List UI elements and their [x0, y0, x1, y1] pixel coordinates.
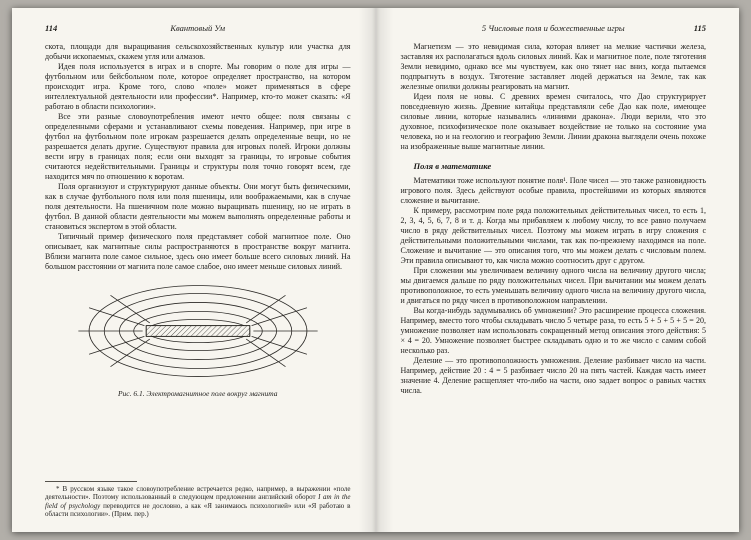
paragraph: скота, площади для выращивания сельскохозяйственных культур или участка для добычи ископаемых, скажем угля или алмазов. — [45, 42, 351, 61]
paragraph: Магнетизм — это невидимая сила, которая влияет на мелкие частички железа, заставляя их располагаться вдоль силовых линий. Как и магнитное поле, поле тяготения Земли невидимо, однако все мы чувствуем, как оно тянет нас вниз, когда пытаемся подпрыгнуть в воздух. Тяготение заставляет людей держаться на Земле, так как железные опилки должны реагировать на магнит. — [400, 42, 706, 91]
paragraph: К примеру, рассмотрим поле ряда положительных действительных чисел, то есть 1, 2, 3, 4, 5, 6, 7, 8 и т. д. Когда мы прибавляем к любому числу, то все равно получаем число в ряду действительных чисел. Поэтому мы можем играть в игру сложения с действительными положительными числами, так как по-прежнему находимся на поле. Сложение и вычитание — это описания того, что мы можем делать с числовым полем. Эти правила описывают то, как числа можно соотносить друг с другом. — [400, 206, 706, 265]
page-number-left: 114 — [45, 23, 58, 33]
running-title-left: Квантовый Ум — [170, 23, 226, 33]
paragraph: Типичный пример физического поля представляет собой магнитное поле. Оно описывает, как магнитные силы распространяются в пространстве вокруг магнита. Вблизи магнита поле самое сильное, здесь оно имеет больше всего силовых линий. На большом расстоянии от магнита поле самое слабое, оно имеет меньше силовых линий. — [45, 232, 351, 271]
paragraph: Идеи поля не новы. С древних времен считалось, что Дао структурирует повседневную жизнь. Древние китайцы представляли себе Дао как поле, имеющее силовые линии, которые назывались «линиями дракона». Люди верили, что это духовное, психофизическое поле оказывает воздействие не только на состояние ума человека, но и на геологию и географию Земли. Линии дракона выглядели очень похоже на изображенные выше магнитные линии. — [400, 92, 706, 151]
book-spread — [12, 8, 739, 532]
footnote-rule — [45, 481, 137, 482]
paragraph: Все эти разные словоупотребления имеют нечто общее: поля связаны с определенными сферами и устанавливают схемы поведения. Например, при игре в футбол на футбольном поле игрокам разрешается делать определенные вещи, но не разрешается делать другие. Существуют правила для игровых полей. Игроки должны вести игру в границах поля; если они выходят за границы, то игровые события считаются недействительными. Границы и структуры поля точно говорят всем, где находится мяч по отношению к воротам. — [45, 112, 351, 181]
running-title-right: 5 Числовые поля и божественные игры — [481, 23, 625, 33]
footnote — [45, 475, 351, 519]
paragraph: Математики тоже используют понятие поля¹. Поле чисел — это также разновидность игрового поля. Здесь действуют особые правила, простейшими из которых являются сложение и вычитание. — [400, 176, 706, 205]
footnote-text-pre: * В русском языке такое словоупотребление встречается редко, например, в выражении «поле деятельности». Поэтому использованный в следующем предложении английский оборот — [45, 484, 351, 502]
magnet-field-diagram — [64, 281, 332, 381]
footnote-text-post: переводится не дословно, а как «Я занимаюсь психологией» или «Я работаю в области психологии». (Прим. пер.) — [45, 501, 351, 519]
section-heading: Поля в математике — [413, 161, 492, 171]
paragraph: Идея поля используется в играх и в спорте. Мы говорим о поле для игры — футбольном или бейсбольном поле, которое определяет пространство, на котором происходит игра. Кроме того, слово «поле» может применяться в сфере интеллектуальной деятельности или профессии*. Например, кто-то может сказать: «Я работаю в области психологии». — [45, 62, 351, 111]
body-text-right — [401, 42, 707, 396]
paragraph: Поля организуют и структурируют данные объекты. Они могут быть физическими, как в случае футбольного поля или поля пшеницы, или воображаемыми, как в случае поля деятельности. На пшеничном поле можно выращивать пшеницу, но не играть в футбол. В данной области деятельности мы можем выполнять определенные работы и становиться экспертом в этой области. — [45, 182, 351, 231]
page-number-right: 115 — [693, 23, 706, 33]
page-header-right — [401, 23, 707, 33]
page-header-left — [45, 23, 351, 33]
footnote-latin-phrase: I am in the field of psychology — [45, 493, 351, 510]
footnote-text — [45, 485, 351, 519]
paragraph: Деление — это противоположность умножения. Деление разбивает число на части. Например, действие 20 : 4 = 5 разбивает число 20 на пять частей. Каждая часть имеет значение 4. Деление расщепляет что-либо на части, оно задает вопрос о равных частях числа. — [400, 356, 706, 395]
page-right — [376, 8, 740, 532]
magnet-figure — [45, 281, 351, 398]
figure-caption: Рис. 6.1. Электромагнитное поле вокруг магнита — [117, 389, 278, 398]
body-text-left — [45, 42, 351, 398]
page-left — [12, 8, 376, 532]
paragraph: Вы когда-нибудь задумывались об умножении? Это расширение процесса сложения. Например, вместо того чтобы складывать число 5 четыре раза, то есть 5 + 5 + 5 + 5 = 20, умножение позволяет нам использовать сокращенный метод описания этого действия: 5 × 4 = 20. Умножение позволяет быстрее складывать одно и то же число с самим собой несколько раз. — [400, 306, 706, 355]
paragraph: При сложении мы увеличиваем величину одного числа на величину другого числа; мы двигаемся дальше по ряду положительных чисел. При вычитании мы можем делать противоположное, то есть уменьшать величину одного числа на величину другого числа, и двигаться по ряду чисел в противоположном направлении. — [400, 266, 706, 305]
